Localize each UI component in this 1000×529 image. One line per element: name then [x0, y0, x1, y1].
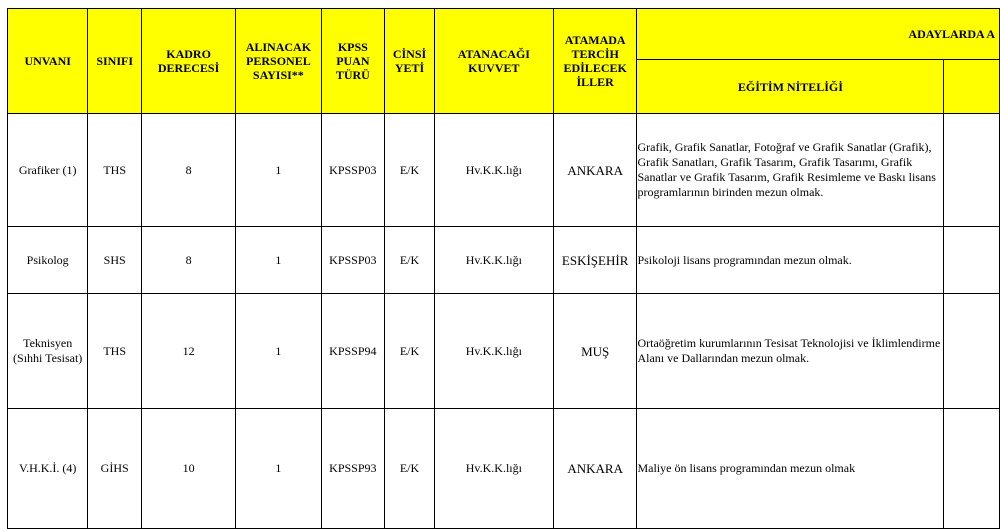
- cell-kpss: KPSSP03: [321, 114, 385, 227]
- cell-extra: [944, 409, 1000, 529]
- cell-egitim: Psikoloji lisans programından mezun olmak.: [637, 227, 944, 294]
- header-sinifi: SINIFI: [88, 9, 142, 114]
- cell-alinacak: 1: [236, 227, 321, 294]
- cell-iller: ESKİŞEHİR: [553, 227, 637, 294]
- cell-cinsiyet: E/K: [385, 114, 435, 227]
- header-atanacagi-kuvvet: ATANACAĞI KUVVET: [434, 9, 553, 114]
- table-row: [8, 409, 1000, 529]
- cell-egitim: Grafik, Grafik Sanatlar, Fotoğraf ve Grafik Sanatlar (Grafik), Grafik Sanatları, Grafik Tasarım, Grafik Tasarımı, Grafik Sanatlar ve Grafik Tasarım, Grafik Resimleme ve Baskı lisans programlarının birinden mezun olmak.: [637, 114, 944, 227]
- cell-unvani: Teknisyen (Sıhhi Tesisat): [8, 294, 88, 409]
- cell-extra: [944, 114, 1000, 227]
- header-unvani: UNVANI: [8, 9, 88, 114]
- cell-kuvvet: Hv.K.K.lığı: [434, 294, 553, 409]
- cell-kpss: KPSSP03: [321, 227, 385, 294]
- cell-unvani: Grafiker (1): [8, 114, 88, 227]
- header-kpss-puan-turu: KPSS PUAN TÜRÜ: [321, 9, 385, 114]
- cell-kuvvet: Hv.K.K.lığı: [434, 409, 553, 529]
- cell-iller: ANKARA: [553, 114, 637, 227]
- cell-sinifi: SHS: [88, 227, 142, 294]
- cell-kadro: 8: [141, 114, 235, 227]
- cell-kpss: KPSSP94: [321, 294, 385, 409]
- header-egitim-niteligi: EĞİTİM NİTELİĞİ: [637, 60, 944, 114]
- cell-extra: [944, 294, 1000, 409]
- table-row: [8, 114, 1000, 227]
- cell-kadro: 10: [141, 409, 235, 529]
- header-atamada-tercih-iller: ATAMADA TERCİH EDİLECEK İLLER: [553, 9, 637, 114]
- cell-cinsiyet: E/K: [385, 409, 435, 529]
- cell-alinacak: 1: [236, 409, 321, 529]
- cell-unvani: V.H.K.İ. (4): [8, 409, 88, 529]
- cell-egitim: Ortaöğretim kurumlarının Tesisat Teknolojisi ve İklimlendirme Alanı ve Dallarından mezun olmak.: [637, 294, 944, 409]
- cell-iller: ANKARA: [553, 409, 637, 529]
- cell-iller: MUŞ: [553, 294, 637, 409]
- cell-kuvvet: Hv.K.K.lığı: [434, 227, 553, 294]
- cell-sinifi: THS: [88, 294, 142, 409]
- header-kadro-derecesi: KADRO DERECESİ: [141, 9, 235, 114]
- cell-kadro: 12: [141, 294, 235, 409]
- table-row: [8, 227, 1000, 294]
- header-extra-column: [944, 60, 1000, 114]
- cell-extra: [944, 227, 1000, 294]
- position-table: [7, 8, 1000, 529]
- header-adaylarda: ADAYLARDA A: [637, 9, 1000, 60]
- cell-alinacak: 1: [236, 114, 321, 227]
- cell-kadro: 8: [141, 227, 235, 294]
- header-alinacak-personel: ALINACAK PERSONEL SAYISI**: [236, 9, 321, 114]
- cell-egitim: Maliye ön lisans programından mezun olmak: [637, 409, 944, 529]
- cell-unvani: Psikolog: [8, 227, 88, 294]
- table-row: [8, 294, 1000, 409]
- cell-alinacak: 1: [236, 294, 321, 409]
- cell-cinsiyet: E/K: [385, 227, 435, 294]
- cell-kuvvet: Hv.K.K.lığı: [434, 114, 553, 227]
- cell-sinifi: THS: [88, 114, 142, 227]
- cell-sinifi: GİHS: [88, 409, 142, 529]
- cell-kpss: KPSSP93: [321, 409, 385, 529]
- header-cinsiyet: CİNSİ YETİ: [385, 9, 435, 114]
- cell-cinsiyet: E/K: [385, 294, 435, 409]
